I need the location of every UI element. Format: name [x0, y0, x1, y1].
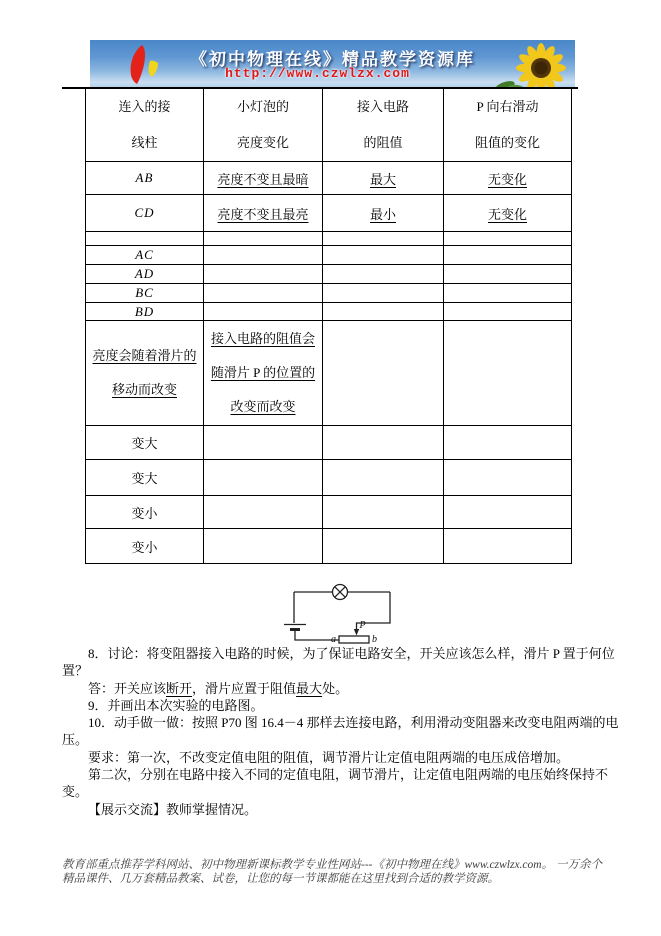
- table-cell: P 向右滑动 阻值的变化: [444, 89, 572, 162]
- table-cell: 变大: [86, 426, 204, 460]
- table-cell: [323, 303, 444, 321]
- table-cell: [323, 529, 444, 564]
- table-cell: [444, 265, 572, 284]
- slider-p-label: P: [359, 620, 366, 631]
- rheostat-icon: [339, 636, 369, 643]
- table-cell: [444, 284, 572, 303]
- table-cell: 小灯泡的 亮度变化: [204, 89, 323, 162]
- underlined-answer: 断开: [166, 680, 193, 696]
- paragraph-requirement-2: 第二次，分别在电路中接入不同的定值电阻，调节滑片，让定值电阻两端的电压始终保持不变。: [62, 767, 609, 800]
- lamp-icon: [333, 585, 348, 600]
- table-cell: [323, 246, 444, 265]
- table-cell: 接入电路的阻值会 随滑片 P 的位置的 改变而改变: [204, 321, 323, 426]
- table-row: [86, 496, 572, 529]
- table-cell: 变小: [86, 529, 204, 564]
- table-cell: [204, 529, 323, 564]
- table-cell: [204, 265, 323, 284]
- table-cell: [323, 426, 444, 460]
- table-cell: AC: [86, 246, 204, 265]
- terminal-a-label: a: [331, 634, 336, 645]
- lesson-text: [62, 645, 626, 818]
- table-cell: [444, 496, 572, 529]
- table-cell: [204, 284, 323, 303]
- table-row: [86, 460, 572, 496]
- table-row: [86, 321, 572, 426]
- paragraph-answer: 答：开关应该断开，滑片应置于阻值最大处。: [88, 680, 349, 696]
- table-cell: 最大: [323, 162, 444, 195]
- sunflower-icon: [491, 42, 569, 88]
- table-cell: [323, 232, 444, 246]
- table-cell: [323, 284, 444, 303]
- banner-title: 《初中物理在线》精品教学资源库: [190, 50, 475, 69]
- table-cell: BD: [86, 303, 204, 321]
- paragraph-display-exchange: 【展示交流】教师掌握情况。: [88, 801, 258, 817]
- battery-icon: [284, 625, 306, 630]
- footer-text: 教育部重点推荐学科网站、初中物理新课标教学专业性网站---《初中物理在线》www.czwlzx.com。 一万余个精品课件、几万套精品教案、试卷，让您的每一节课都能在这里找到合适的教学资源。: [62, 859, 602, 885]
- table-row: [86, 195, 572, 232]
- terminal-b-label: b: [372, 634, 377, 645]
- table-cell: [323, 265, 444, 284]
- table-cell: [323, 496, 444, 529]
- paragraph-discussion-8: 8．讨论：将变阻器接入电路的时候，为了保证电路安全，开关应该怎么样，滑片 P 置于何位置？: [62, 646, 615, 679]
- table-cell: [444, 460, 572, 496]
- table-cell: [444, 303, 572, 321]
- underlined-answer: 最大: [296, 680, 323, 696]
- table-cell: AD: [86, 265, 204, 284]
- banner-url: http://www.czwlzx.com: [225, 66, 410, 81]
- table-cell: 亮度会随着滑片的 移动而改变: [86, 321, 204, 426]
- slider-arrow-icon: [354, 629, 359, 636]
- table-row: [86, 232, 572, 246]
- table-body: [86, 89, 572, 564]
- site-banner: [90, 40, 575, 88]
- results-table: [85, 88, 572, 564]
- table-row: [86, 303, 572, 321]
- table-cell: 亮度不变且最亮: [204, 195, 323, 232]
- table-cell: 接入电路 的阻值: [323, 89, 444, 162]
- table-row: [86, 246, 572, 265]
- circuit-diagram: [283, 578, 398, 650]
- paragraph-step-10: 10．动手做一做：按照 P70 图 16.4－4 那样去连接电路，利用滑动变阻器来改变电阻两端的电压。: [62, 715, 619, 748]
- table-row: [86, 284, 572, 303]
- table-cell: [444, 232, 572, 246]
- table-row: [86, 162, 572, 195]
- table-row: [86, 265, 572, 284]
- table-cell: [444, 426, 572, 460]
- table-cell: [444, 321, 572, 426]
- table-cell: 变大: [86, 460, 204, 496]
- table-cell: 无变化: [444, 162, 572, 195]
- paragraph-requirement-1: 要求：第一次，不改变定值电阻的阻值，调节滑片让定值电阻两端的电压成倍增加。: [88, 749, 570, 765]
- paragraph-step-9: 9．并画出本次实验的电路图。: [88, 697, 264, 713]
- table-cell: 变小: [86, 496, 204, 529]
- table-cell: [204, 426, 323, 460]
- table-row: [86, 529, 572, 564]
- table-cell: [204, 246, 323, 265]
- table-cell: 亮度不变且最暗: [204, 162, 323, 195]
- table-cell: [444, 529, 572, 564]
- table-cell: [444, 246, 572, 265]
- table-cell: AB: [86, 162, 204, 195]
- table-cell: 连入的接 线柱: [86, 89, 204, 162]
- table-cell: [323, 321, 444, 426]
- table-cell: [204, 232, 323, 246]
- table-cell: [204, 303, 323, 321]
- table-cell: [204, 496, 323, 529]
- table-cell: 最小: [323, 195, 444, 232]
- table-cell: 无变化: [444, 195, 572, 232]
- table-cell: [204, 460, 323, 496]
- table-cell: CD: [86, 195, 204, 232]
- table-cell: [323, 460, 444, 496]
- table-header-row: [86, 89, 572, 162]
- table-cell: [86, 232, 204, 246]
- table-cell: BC: [86, 284, 204, 303]
- table-row: [86, 426, 572, 460]
